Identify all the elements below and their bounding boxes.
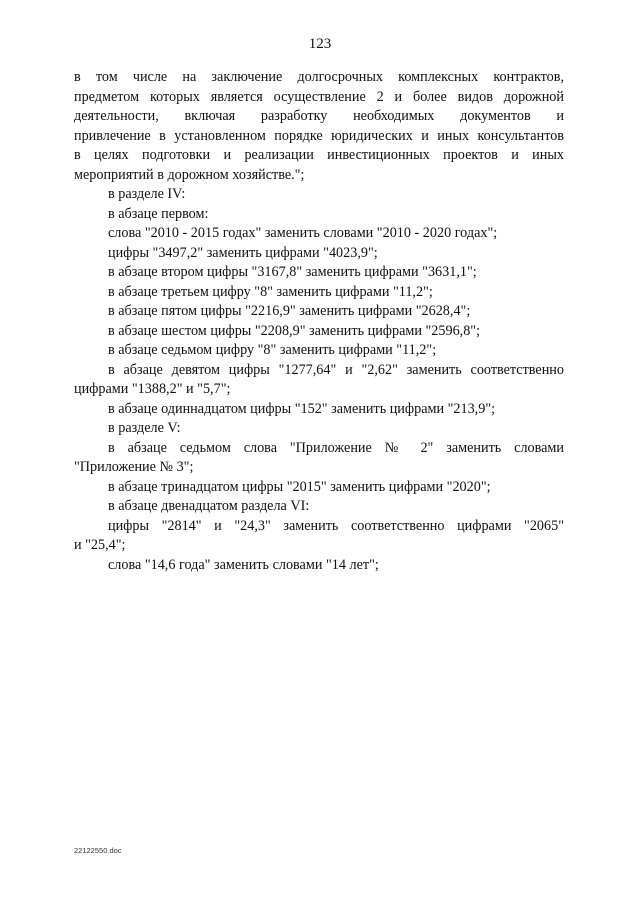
text-line: предметом которых является осуществление 2 и более видов дорожной bbox=[74, 88, 564, 105]
text-line: привлечение в установленном порядке юридических и иных консультантов bbox=[74, 127, 564, 144]
text-line: цифры "3497,2" заменить цифрами "4023,9"; bbox=[108, 244, 378, 261]
text-line: в абзаце первом: bbox=[108, 205, 209, 222]
document-body bbox=[74, 68, 564, 575]
text-line: цифрами "1388,2" и "5,7"; bbox=[74, 381, 231, 397]
text-line: в целях подготовки и реализации инвестиционных проектов и иных bbox=[74, 147, 564, 163]
page-number: 123 bbox=[308, 36, 332, 52]
text-line: в абзаце седьмом цифру "8" заменить цифрами "11,2"; bbox=[108, 342, 437, 358]
text-line: мероприятий в дорожном хозяйстве."; bbox=[74, 166, 305, 183]
text-line: в абзаце шестом цифры "2208,9" заменить цифрами "2596,8"; bbox=[108, 322, 481, 339]
text-line: в абзаце тринадцатом цифры "2015" заменить цифрами "2020"; bbox=[108, 478, 491, 495]
text-line: в абзаце девятом цифры "1277,64" и "2,62" заменить соответственно bbox=[108, 361, 564, 378]
text-line: и "25,4"; bbox=[74, 537, 126, 553]
text-line: в абзаце пятом цифры "2216,9" заменить цифрами "2628,4"; bbox=[108, 303, 471, 319]
text-line: в разделе V: bbox=[108, 420, 181, 436]
text-line: деятельности, включая разработку необходимых документов и bbox=[74, 108, 564, 124]
text-line: в разделе IV: bbox=[108, 186, 186, 202]
text-line: в абзаце двенадцатом раздела VI: bbox=[108, 498, 310, 514]
text-line: в абзаце одиннадцатом цифры "152" заменить цифрами "213,9"; bbox=[108, 400, 496, 417]
text-line: в том числе на заключение долгосрочных комплексных контрактов, bbox=[74, 69, 564, 85]
text-line: в абзаце седьмом слова "Приложение № 2" заменить словами bbox=[108, 439, 564, 456]
text-line: слова "2010 - 2015 годах" заменить словами "2010 - 2020 годах"; bbox=[108, 225, 498, 241]
text-line: в абзаце третьем цифру "8" заменить цифрами "11,2"; bbox=[108, 283, 433, 300]
text-line: слова "14,6 года" заменить словами "14 лет"; bbox=[108, 556, 379, 573]
text-line: цифры "2814" и "24,3" заменить соответственно цифрами "2065" bbox=[108, 517, 564, 534]
file-code: 22122550.doc bbox=[74, 846, 122, 855]
text-line: в абзаце втором цифры "3167,8" заменить цифрами "3631,1"; bbox=[108, 264, 477, 280]
text-line: "Приложение № 3"; bbox=[74, 459, 194, 475]
